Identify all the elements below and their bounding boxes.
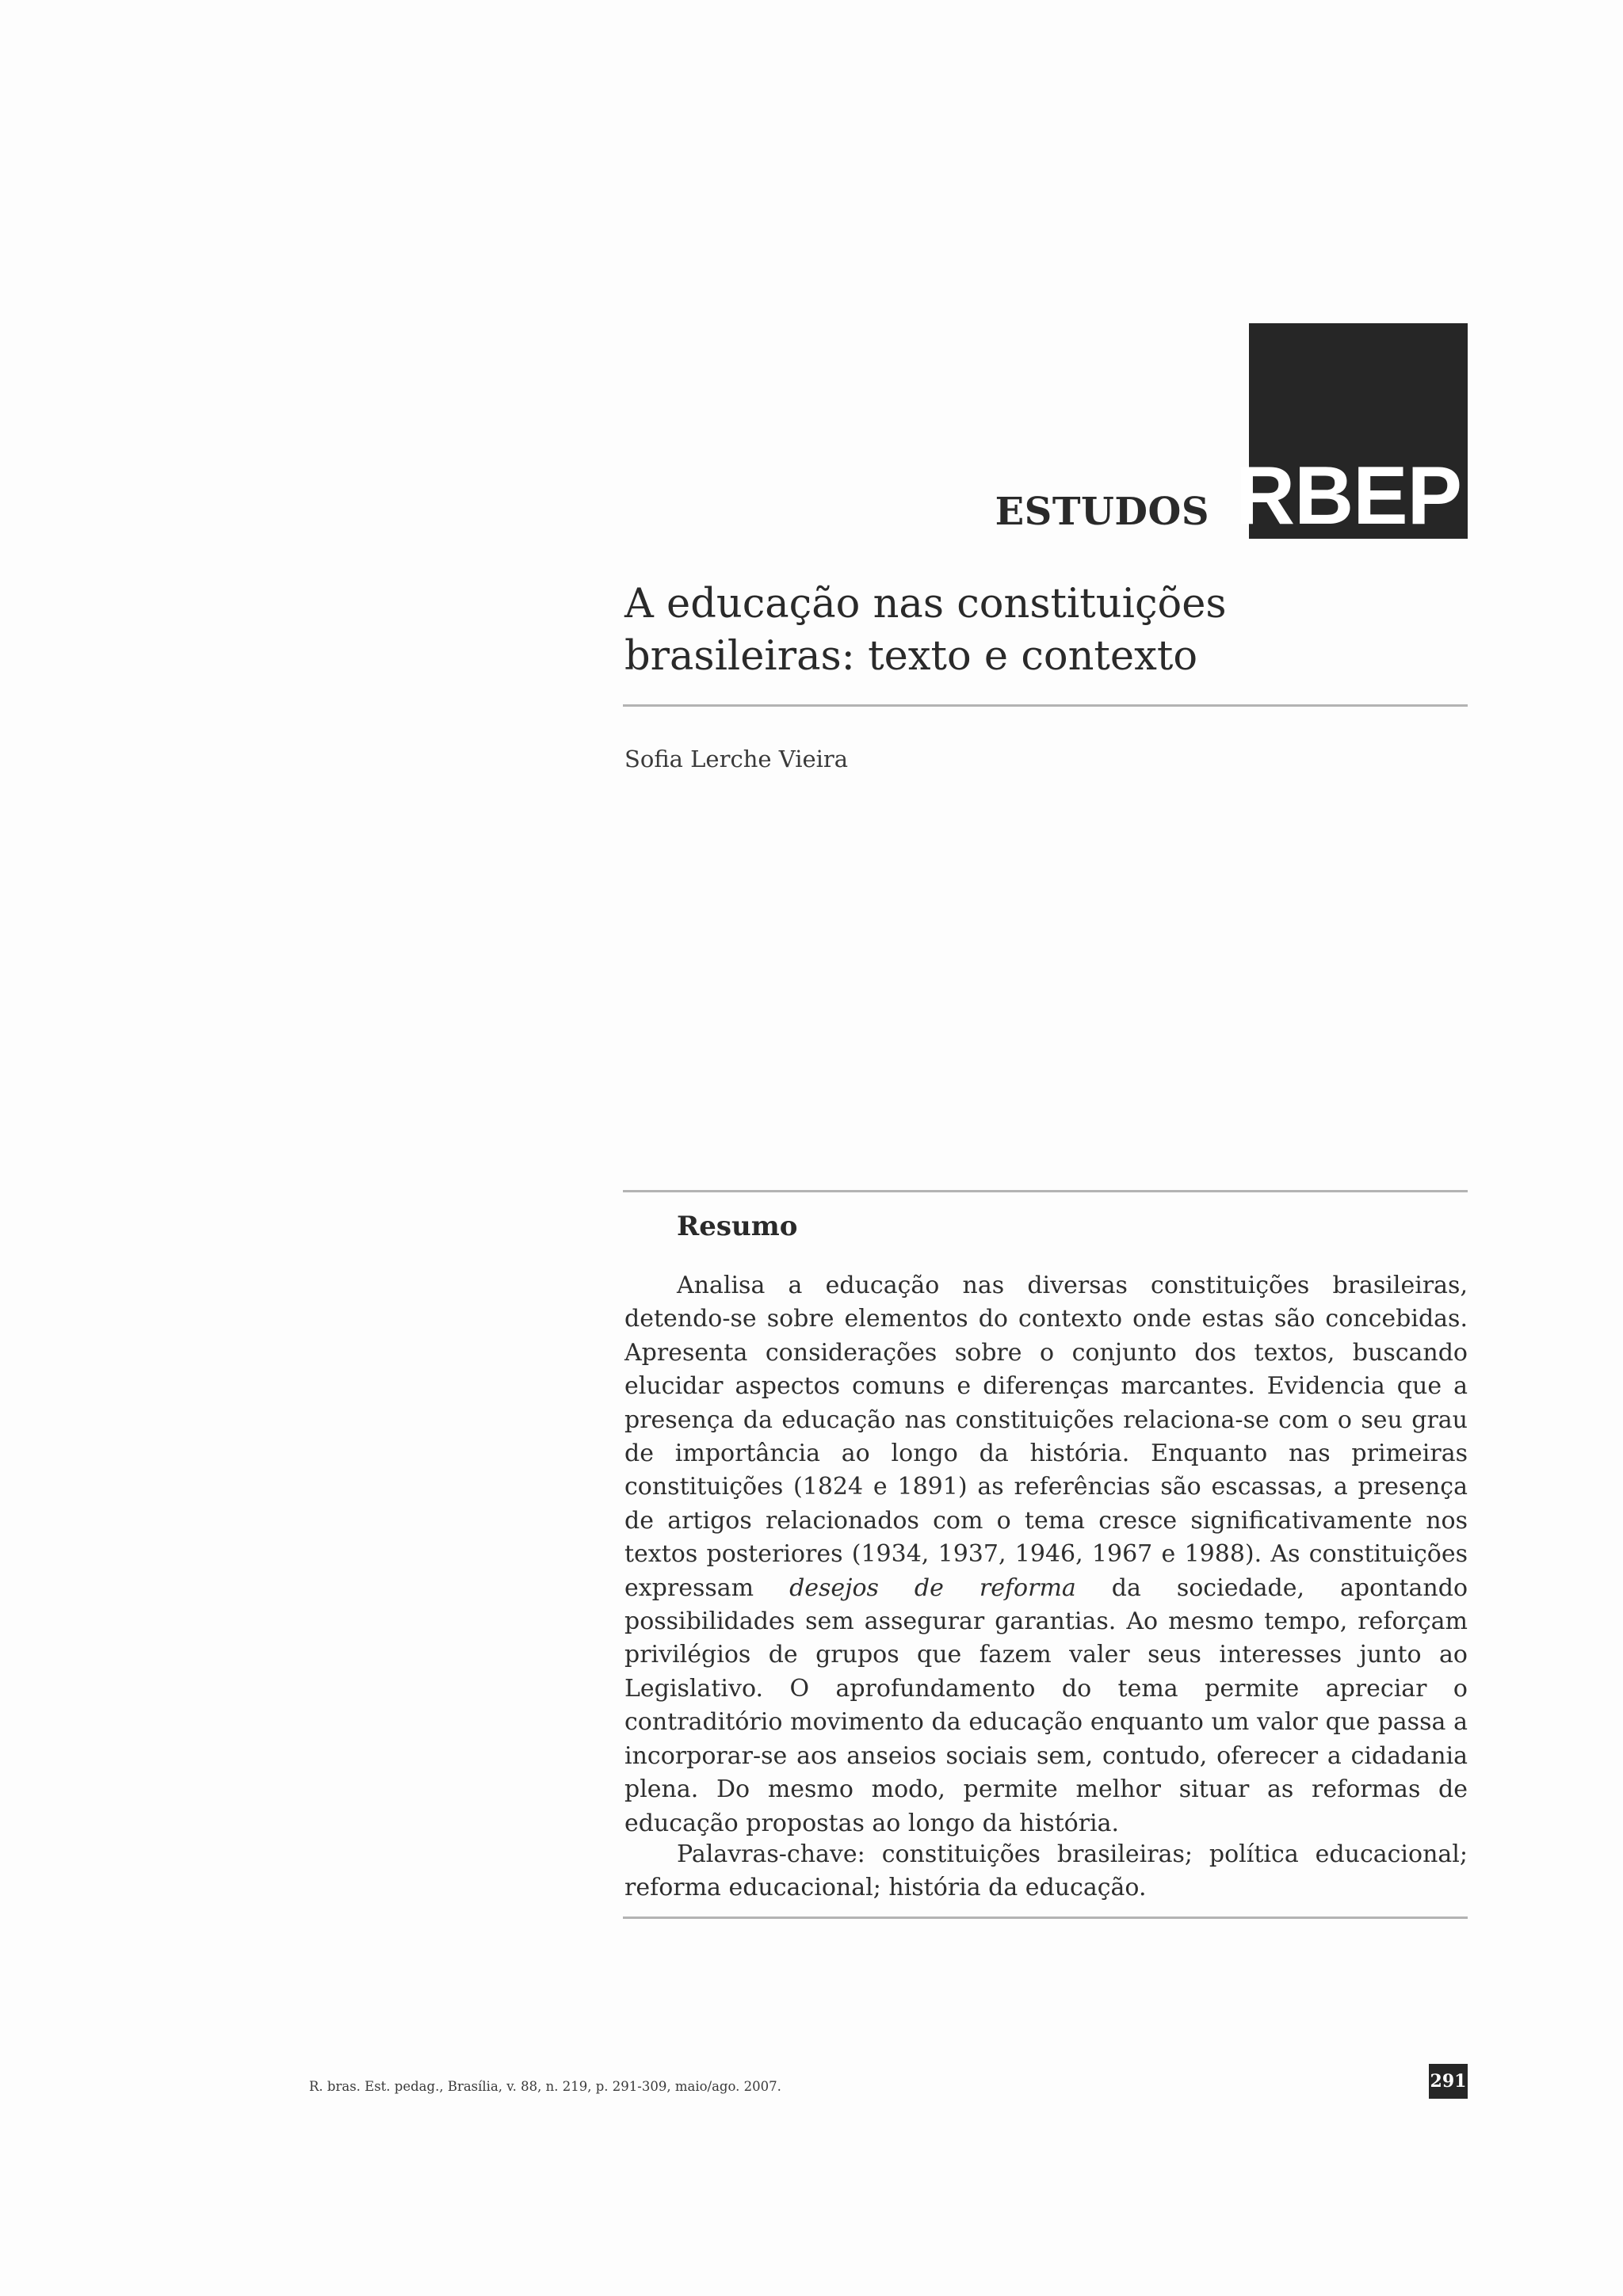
abstract-emphasis: desejos de reforma (789, 1573, 1076, 1602)
journal-logo-text: RBEP (1235, 450, 1461, 542)
article-title: A educação nas constituições brasileiras: texto e contexto (624, 581, 1227, 680)
footer-citation: R. bras. Est. pedag., Brasília, v. 88, n. 219, p. 291-309, maio/ago. 2007. (309, 2079, 781, 2094)
author-name: Sofia Lerche Vieira (624, 746, 849, 772)
journal-logo (1235, 323, 1468, 542)
title-divider (623, 704, 1468, 707)
abstract-text-part-1: Analisa a educação nas diversas constituições brasileiras, detendo-se sobre elementos do contexto onde estas são concebidas. Apresenta considerações sobre o conjunto dos textos, buscando elucidar aspectos comuns e diferenças marcantes. Evidencia que a presença da educação nas constituições relaciona-se com o seu grau de importância ao longo da história. Enquanto nas primeiras constituições (1824 e 1891) as referências são escassas, a presença de artigos relacionados com o tema cresce significativamente nos textos posteriores (1934, 1937, 1946, 1967 e 1988). As constituições expressam (624, 1272, 1468, 1602)
section-label: ESTUDOS (995, 490, 1209, 534)
page-number: 291 (1429, 2064, 1468, 2099)
abstract-body (624, 1269, 1468, 1840)
abstract-heading: Resumo (677, 1211, 798, 1242)
keywords: Palavras-chave: constituições brasileiras; política educacional; reforma educacional; história da educação. (624, 1840, 1468, 1902)
abstract-text-part-2: da sociedade, apontando possibilidades sem assegurar garantias. Ao mesmo tempo, reforçam privilégios de grupos que fazem valer seus interesses junto ao Legislativo. O aprofundamento do tema permite apreciar o contraditório movimento da educação enquanto um valor que passa a incorporar-se aos anseios sociais sem, contudo, oferecer a cidadania plena. Do mesmo modo, permite melhor situar as reformas de educação propostas ao longo da história. (624, 1573, 1468, 1837)
abstract-top-divider (623, 1190, 1468, 1192)
abstract-bottom-divider (623, 1917, 1468, 1919)
